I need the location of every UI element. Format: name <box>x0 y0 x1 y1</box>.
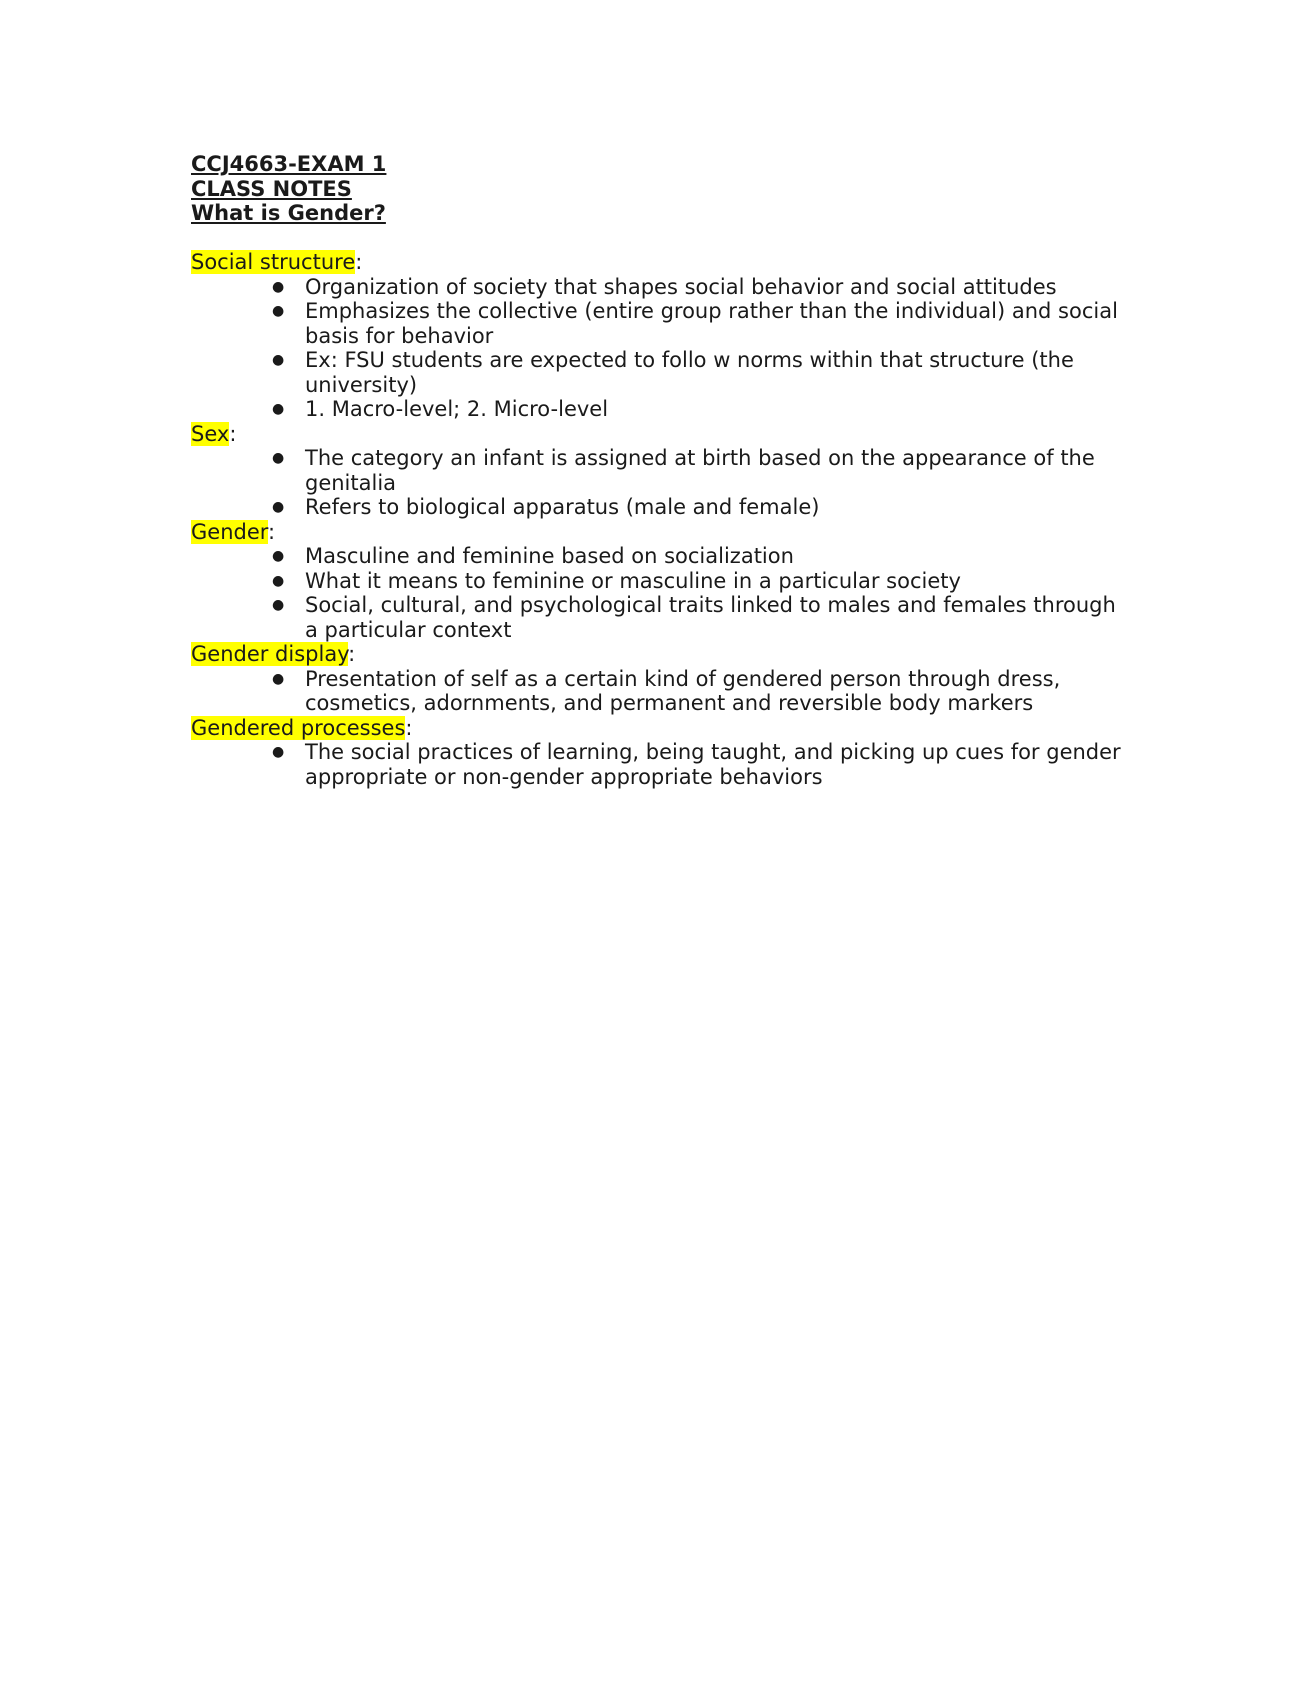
term-line: Social structure: <box>191 250 363 274</box>
term-highlight: Gender <box>191 519 269 544</box>
bullet-text: The social practices of learning, being taught, and picking up cues for gender appropriate or non-gender appropriate behaviors <box>305 740 1121 789</box>
bullet-item <box>272 299 1131 348</box>
bullet-item <box>272 348 1131 397</box>
bullet-list <box>191 446 1131 520</box>
bullet-item <box>272 568 1131 594</box>
section-social-structure <box>191 250 1131 422</box>
section-gender-display <box>191 642 1131 716</box>
bullet-item <box>272 495 1131 520</box>
bullet-text: Emphasizes the collective (entire group rather than the individual) and social basis for behavior <box>305 299 1118 348</box>
bullet-item <box>272 446 1131 495</box>
title-spacer <box>191 226 1131 251</box>
section-gendered-processes <box>191 716 1131 790</box>
section-sex <box>191 422 1131 520</box>
topic-title: What is Gender? <box>191 201 386 225</box>
bullet-icon: ● <box>272 278 285 295</box>
bullet-item <box>272 397 1131 422</box>
bullet-item <box>272 593 1131 642</box>
bullet-item <box>272 274 1131 300</box>
section-gender <box>191 520 1131 643</box>
bullet-icon: ● <box>272 670 285 687</box>
term-highlight: Social structure <box>191 250 356 274</box>
bullet-item <box>272 666 1131 716</box>
term-highlight: Gendered processes <box>191 715 406 740</box>
bullet-text: 1. Macro-level; 2. Micro-level <box>305 397 609 421</box>
bullet-text: Refers to biological apparatus (male and female) <box>305 495 820 519</box>
bullet-text: What it means to feminine or masculine in a particular society <box>305 568 961 593</box>
bullet-icon: ● <box>272 597 285 613</box>
bullet-icon: ● <box>272 572 285 589</box>
term-highlight: Sex <box>191 421 230 446</box>
bullet-text: Presentation of self as a certain kind of gendered person through dress, cosmetics, adornments, and permanent and reversible body markers <box>305 666 1061 715</box>
bullet-text: The category an infant is assigned at birth based on the appearance of the genitalia <box>305 446 1095 495</box>
bullet-icon: ● <box>272 303 285 319</box>
bullet-icon: ● <box>272 352 285 368</box>
term-line: Gender display: <box>191 642 356 666</box>
document-content <box>191 152 1131 789</box>
bullet-text: Organization of society that shapes social behavior and social attitudes <box>305 274 1057 299</box>
bullet-icon: ● <box>272 450 285 466</box>
bullet-item <box>272 740 1131 789</box>
term-line: Gendered processes: <box>191 715 413 740</box>
bullet-text: Masculine and feminine based on socialization <box>305 544 794 568</box>
bullet-list <box>191 667 1131 716</box>
term-line: Gender: <box>191 519 276 544</box>
bullet-icon: ● <box>272 401 285 417</box>
bullet-item <box>272 544 1131 569</box>
bullet-icon: ● <box>272 744 285 760</box>
bullet-text: Ex: FSU students are expected to follo w norms within that structure (the university) <box>305 348 1074 397</box>
bullet-text: Social, cultural, and psychological traits linked to males and females through a particular context <box>305 593 1116 642</box>
course-title: CCJ4663-EXAM 1 <box>191 152 387 176</box>
bullet-icon: ● <box>272 548 285 564</box>
notes-title: CLASS NOTES <box>191 176 352 201</box>
bullet-icon: ● <box>272 499 285 515</box>
bullet-list <box>191 544 1131 642</box>
bullet-list <box>191 275 1131 422</box>
term-highlight: Gender display <box>191 642 349 666</box>
bullet-list <box>191 740 1131 789</box>
term-line: Sex: <box>191 421 237 446</box>
